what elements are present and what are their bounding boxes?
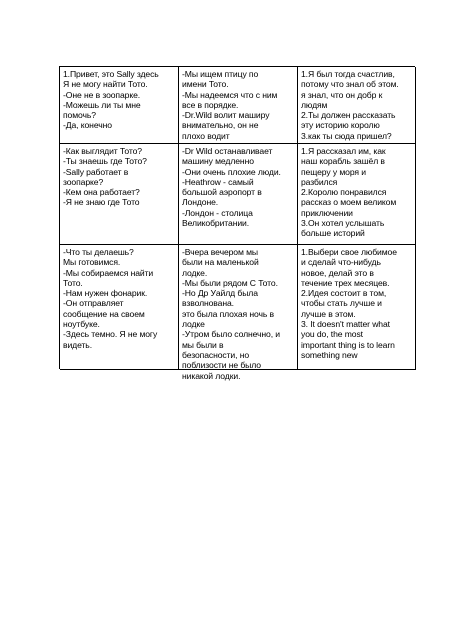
card-1-line-1: 1.Привет, это Sally здесь [63, 69, 159, 79]
card-7 [60, 245, 179, 370]
card-8-line-2: были на маленькой [182, 257, 259, 268]
card-7-line-9: -Здесь темно. Я не могу [63, 329, 158, 340]
card-9-line-8: 3. It doesn't matter what [301, 319, 390, 330]
card-6-line-7: приключении [301, 207, 353, 218]
card-1-line-5: помочь? [63, 110, 96, 121]
card-2 [179, 67, 298, 144]
card-1-line-4: -Можешь ли ты мне [63, 99, 141, 110]
card-8-line-13: никакой лодки. [182, 370, 241, 381]
card-7-line-2: Мы готовимся. [63, 257, 121, 268]
card-6-line-3: пещеру у моря и [301, 166, 366, 177]
card-7-line-1: -Что ты делаешь? [63, 247, 134, 257]
card-9-line-9: you do, the most [301, 329, 363, 340]
card-6-line-8: 3.Он хотел услышать [301, 218, 385, 229]
card-4-line-1: -Как выглядит Тото? [63, 146, 142, 156]
card-6 [298, 144, 416, 245]
card-7-line-10: видеть. [63, 339, 92, 350]
card-1 [60, 67, 179, 144]
card-5-line-7: -Лондон - столица [182, 207, 253, 218]
card-4-line-3: -Sally работает в [63, 166, 129, 177]
card-9-line-10: important thing is to learn [301, 339, 395, 350]
card-5-line-1: -Dr Wild останавливает [182, 146, 273, 156]
card-7-line-5: -Нам нужен фонарик. [63, 288, 148, 299]
card-7-line-7: сообщение на своем [63, 308, 145, 319]
card-9-line-2: и сделай что-нибудь [301, 257, 381, 268]
card-5-line-6: Лондоне. [182, 197, 219, 208]
card-5 [179, 144, 298, 245]
card-2-line-7: плохо водит [182, 130, 230, 141]
card-7-line-3: -Мы собираемся найти [63, 267, 154, 278]
card-8-line-5: -Но Др Уайлд была [182, 288, 258, 299]
card-2-line-5: -Dr.Wild волит маширу [182, 110, 270, 121]
card-6-line-1: 1.Я рассказал им, как [301, 146, 386, 156]
card-6-line-4: разбился [301, 176, 338, 187]
card-8-line-4: -Мы были рядом С Тото. [182, 277, 278, 288]
card-3-line-3: я знал, что он добр к [301, 89, 383, 100]
card-3-line-6: эту историю королю [301, 120, 380, 131]
card-9-line-11: something new [301, 349, 358, 360]
card-3 [298, 67, 416, 144]
card-6-line-9: больше историй [301, 228, 365, 239]
card-2-line-4: все в порядке. [182, 99, 239, 110]
card-9-line-5: 2.Идея состоит в том, [301, 288, 387, 299]
card-8-line-9: -Утром было солнечно, и [182, 329, 281, 340]
card-7-line-4: Тото. [63, 277, 83, 288]
card-4-line-2: -Ты знаешь где Тото? [63, 156, 147, 167]
card-2-line-3: -Мы надеемся что с ним [182, 89, 278, 100]
card-8-line-3: лодке. [182, 267, 208, 278]
card-8-line-7: это была плохая ночь в [182, 308, 274, 319]
card-8-line-8: лодке [182, 319, 205, 330]
card-1-line-2: Я не могу найти Тото. [63, 79, 148, 90]
card-5-line-8: Великобритании. [182, 218, 250, 229]
card-6-line-2: наш корабль зашёл в [301, 156, 385, 167]
card-2-line-6: внимательно, он не [182, 120, 259, 131]
card-8-line-11: безопасности, но [182, 349, 250, 360]
card-4 [60, 144, 179, 245]
card-9-line-3: новое, делай это в [301, 267, 374, 278]
card-9-line-7: лучше в этом. [301, 308, 356, 319]
card-9-line-1: 1.Выбери свое любимое [301, 247, 397, 257]
card-8 [179, 245, 298, 381]
card-9-line-6: чтобы стать лучше и [301, 298, 382, 309]
card-6-line-6: рассказ о моем великом [301, 197, 397, 208]
phrase-card-table [59, 66, 415, 381]
card-5-line-2: машину медленно [182, 156, 254, 167]
card-5-line-3: -Они очень плохие люди. [182, 166, 281, 177]
card-7-line-6: -Он отправляет [63, 298, 124, 309]
card-3-line-4: людям [301, 99, 328, 110]
card-5-line-4: -Heathrow - самый [182, 176, 254, 187]
card-7-line-8: ноутбуке. [63, 319, 100, 330]
card-9 [298, 245, 416, 370]
card-8-line-6: взволнована. [182, 298, 234, 309]
card-3-line-1: 1.Я был тогда счастлив, [301, 69, 395, 79]
card-8-line-1: -Вчера вечером мы [182, 247, 258, 257]
card-9-line-4: течение трех месяцев. [301, 277, 390, 288]
card-5-line-5: большой аэропорт в [182, 187, 262, 198]
card-1-line-6: -Да, конечно [63, 120, 112, 131]
card-2-line-2: имени Тото. [182, 79, 229, 90]
card-3-line-2: потому что знал об этом. [301, 79, 399, 90]
card-8-line-12: поблизости не было [182, 360, 261, 371]
card-3-line-5: 2.Ты должен рассказать [301, 110, 396, 121]
card-4-line-5: -Кем она работает? [63, 187, 140, 198]
card-1-line-3: -Оне не в зоопарке. [63, 89, 141, 100]
card-3-line-7: 3.как ты сюда пришел? [301, 130, 392, 141]
card-6-line-5: 2.Королю понравился [301, 187, 387, 198]
card-4-line-4: зоопарке? [63, 176, 104, 187]
card-4-line-6: -Я не знаю где Тото [63, 197, 140, 208]
card-2-line-1: -Мы ищем птицу по [182, 69, 259, 79]
card-8-line-10: мы были в [182, 339, 224, 350]
